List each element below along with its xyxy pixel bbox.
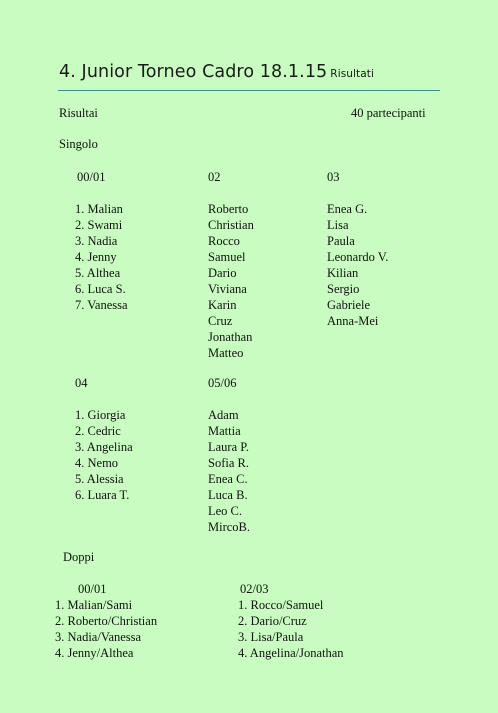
- list-item: 6. Luca S.: [75, 282, 126, 296]
- list-item: 3. Nadia: [75, 234, 118, 248]
- list-item: 3. Lisa/Paula: [238, 630, 304, 644]
- list-item: 2. Cedric: [75, 424, 121, 438]
- list-item: 1. Malian: [75, 202, 123, 216]
- list-item: 4. Jenny: [75, 250, 117, 264]
- list-item: Matteo: [208, 346, 244, 360]
- singolo-list-00-01: [75, 201, 128, 313]
- singolo-list-05-06: [208, 407, 250, 535]
- list-item: 4. Jenny/Althea: [55, 646, 134, 660]
- list-item: Samuel: [208, 250, 246, 264]
- list-item: Paula: [327, 234, 355, 248]
- page-title: [59, 62, 374, 82]
- list-item: 2. Swami: [75, 218, 123, 232]
- group-heading-05-06: 05/06: [208, 376, 237, 390]
- list-item: Roberto: [208, 202, 249, 216]
- list-item: Laura P.: [208, 440, 249, 454]
- list-item: MircoB.: [208, 520, 251, 534]
- list-item: Rocco: [208, 234, 240, 248]
- doppi-list-02-03: [238, 597, 344, 661]
- list-item: 5. Althea: [75, 266, 121, 280]
- singolo-list-03: [327, 201, 388, 329]
- list-item: Cruz: [208, 314, 233, 328]
- title-text: 4. Junior Torneo Cadro 18.1.15: [59, 62, 328, 82]
- list-item: Anna-Mei: [327, 314, 379, 328]
- list-item: Kilian: [327, 266, 359, 280]
- list-item: Gabriele: [327, 298, 371, 312]
- list-item: 6. Luara T.: [75, 488, 130, 502]
- list-item: Viviana: [208, 282, 247, 296]
- list-item: Leonardo V.: [327, 250, 389, 264]
- list-item: 4. Nemo: [75, 456, 119, 470]
- list-item: 1. Malian/Sami: [55, 598, 133, 612]
- list-item: Adam: [208, 408, 239, 422]
- list-item: Christian: [208, 218, 254, 232]
- list-item: Sergio: [327, 282, 360, 296]
- list-item: Enea C.: [208, 472, 248, 486]
- list-item: 3. Angelina: [75, 440, 133, 454]
- title-divider: [58, 90, 440, 91]
- group-heading-00-01: 00/01: [77, 170, 106, 184]
- list-item: Luca B.: [208, 488, 248, 502]
- list-item: 2. Dario/Cruz: [238, 614, 307, 628]
- list-item: 3. Nadia/Vanessa: [55, 630, 142, 644]
- list-item: 2. Roberto/Christian: [55, 614, 158, 628]
- list-item: Karin: [208, 298, 237, 312]
- results-label: Risultai: [59, 106, 98, 120]
- doppi-list-00-01: [55, 597, 157, 661]
- list-item: 1. Rocco/Samuel: [238, 598, 324, 612]
- list-item: Sofia R.: [208, 456, 249, 470]
- list-item: Enea G.: [327, 202, 368, 216]
- list-item: 4. Angelina/Jonathan: [238, 646, 344, 660]
- list-item: 1. Giorgia: [75, 408, 126, 422]
- singolo-list-04: [75, 407, 133, 503]
- list-item: Dario: [208, 266, 237, 280]
- singolo-list-02: [208, 201, 254, 361]
- list-item: Leo C.: [208, 504, 243, 518]
- group-heading-02: 02: [208, 170, 221, 184]
- singolo-heading: Singolo: [59, 137, 98, 151]
- doppi-heading: Doppi: [63, 550, 95, 564]
- list-item: Mattia: [208, 424, 241, 438]
- list-item: Jonathan: [208, 330, 253, 344]
- list-item: Lisa: [327, 218, 349, 232]
- list-item: 5. Alessia: [75, 472, 124, 486]
- group-heading-04: 04: [75, 376, 88, 390]
- participants-count: 40 partecipanti: [351, 106, 426, 120]
- title-subtitle: Risultati: [330, 68, 375, 80]
- group-heading-03: 03: [327, 170, 340, 184]
- list-item: 7. Vanessa: [75, 298, 128, 312]
- doppi-group-heading-00-01: 00/01: [78, 582, 107, 596]
- doppi-group-heading-02-03: 02/03: [240, 582, 269, 596]
